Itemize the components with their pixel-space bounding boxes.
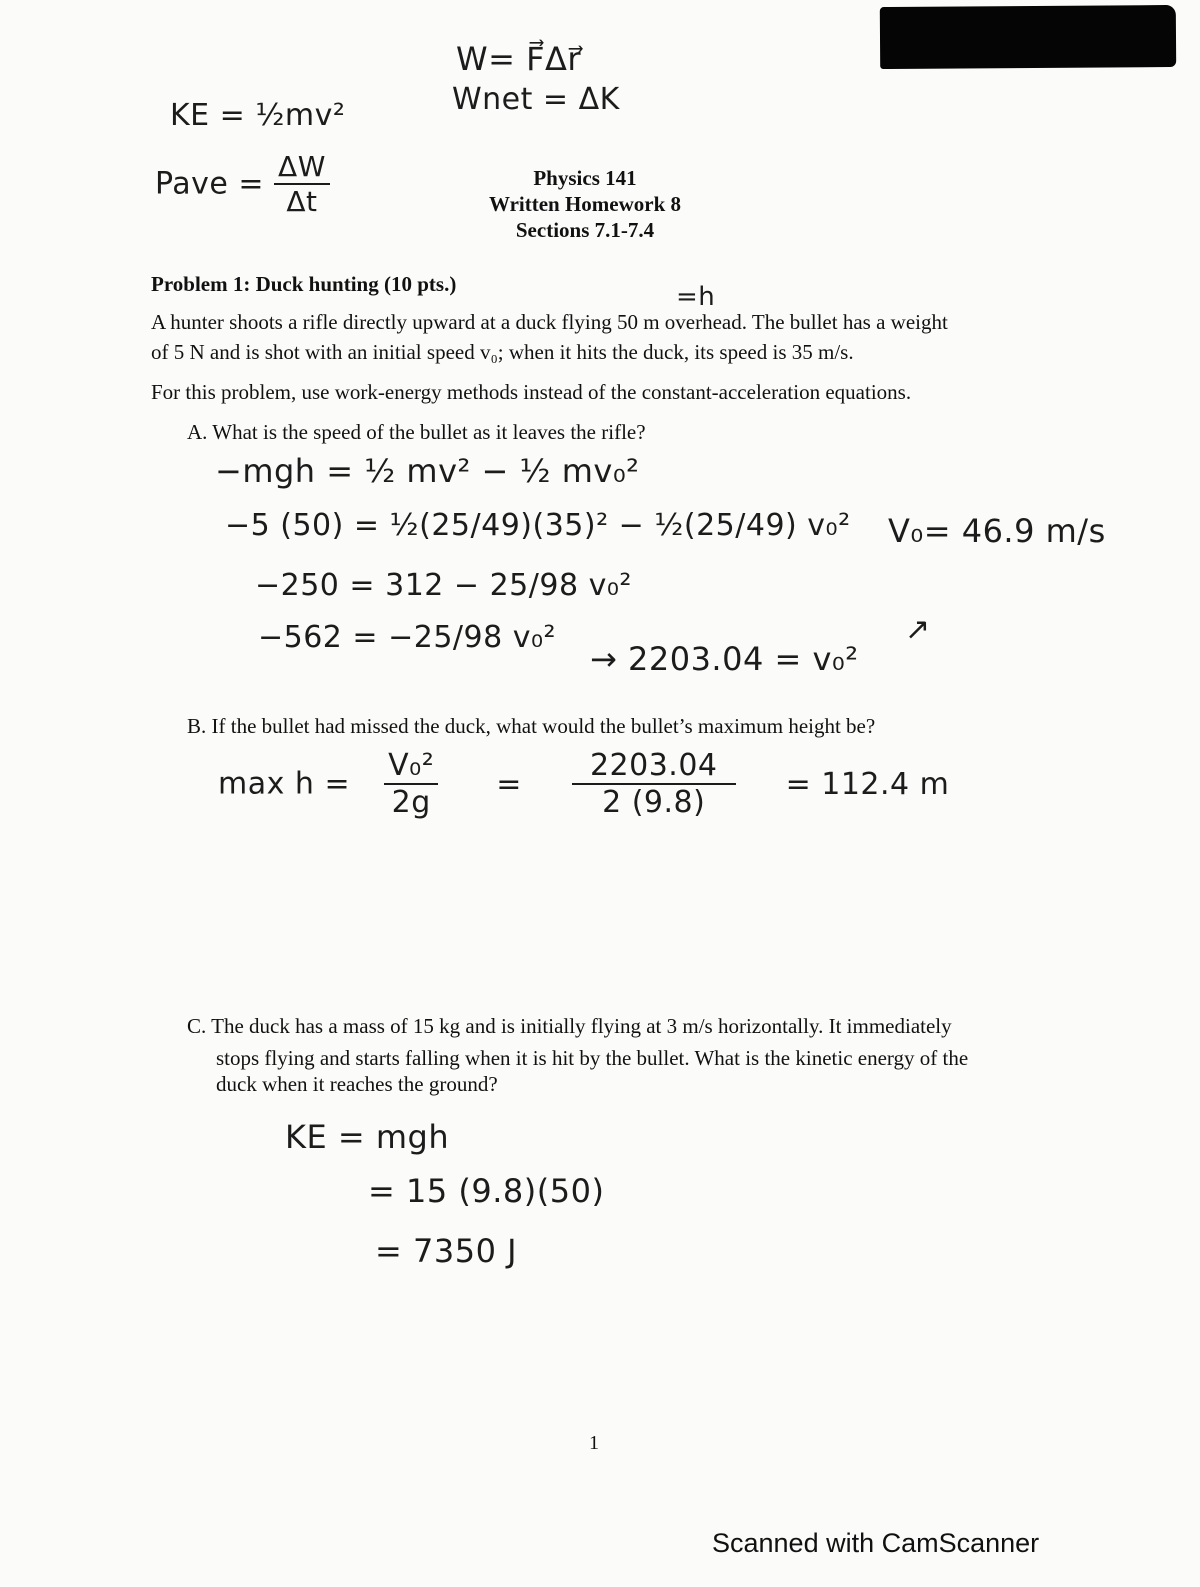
part-b-fraction-1 — [384, 748, 438, 820]
part-b-equals: = — [496, 766, 522, 802]
problem-statement-line1: A hunter shoots a rifle directly upward at a duck flying 50 m overhead. The bullet has a weight — [151, 310, 948, 334]
part-a-work-line1: −mgh = ½ mv² − ½ mv₀² — [215, 452, 640, 490]
part-b-frac1-den: 2g — [391, 785, 431, 820]
part-c-question-line3: duck when it reaches the ground? — [216, 1072, 498, 1096]
problem-title: Problem 1: Duck hunting (10 pts.) — [151, 272, 457, 296]
part-c-question-line2: stops flying and starts falling when it is hit by the bullet. What is the kinetic energy of the — [216, 1046, 969, 1070]
ke-label: KE = — [170, 98, 256, 133]
pave-formula — [155, 150, 330, 218]
part-a-work-line5: → 2203.04 = v₀² — [590, 640, 859, 678]
part-a-work-line2: −5 (50) = ½(25/49)(35)² − ½(25/49) v₀² — [225, 508, 851, 543]
part-a-work-line3: −250 = 312 − 25/98 v₀² — [255, 568, 632, 603]
part-b-frac1-num: V₀² — [384, 748, 438, 785]
annotation-h: =h — [676, 282, 716, 312]
part-b-question: B. If the bullet had missed the duck, what would the bullet’s maximum height be? — [187, 714, 876, 738]
part-c-work-line3: = 7350 J — [375, 1232, 518, 1270]
part-a-work-line4: −562 = −25/98 v₀² — [258, 620, 557, 655]
work-net: Wnet = ΔK — [452, 82, 620, 117]
part-c-work-line2: = 15 (9.8)(50) — [368, 1172, 605, 1210]
pave-numerator: ΔW — [274, 150, 330, 185]
part-b-fraction-2 — [572, 748, 736, 820]
problem-statement-line2: of 5 N and is shot with an initial speed v₀; when it hits the duck, its speed is 35 m/s. — [151, 340, 854, 364]
ke-fraction: ½ — [255, 98, 285, 133]
pave-fraction — [274, 150, 330, 218]
part-b-frac2-num: 2203.04 — [572, 748, 736, 785]
redaction-block — [880, 5, 1176, 69]
ke-rest: mv² — [284, 98, 346, 133]
part-a-question: A. What is the speed of the bullet as it leaves the rifle? — [187, 420, 646, 444]
document-sections: Sections 7.1-7.4 — [515, 218, 655, 242]
page-number: 1 — [589, 1432, 599, 1454]
problem-instruction: For this problem, use work-energy methods instead of the constant-acceleration equations. — [151, 380, 912, 404]
part-b-label: max h = — [218, 766, 351, 802]
scanner-watermark: Scanned with CamScanner — [712, 1528, 1040, 1558]
part-a-answer: V₀= 46.9 m/s — [888, 512, 1106, 550]
work-definition: W= F⃗Δr⃗ — [456, 40, 582, 78]
part-b-work — [218, 748, 949, 820]
document-subtitle: Written Homework 8 — [488, 192, 682, 216]
checkmark-icon: ↗ — [905, 612, 931, 647]
pave-denominator: Δt — [286, 185, 318, 218]
part-b-answer: = 112.4 m — [785, 766, 950, 802]
part-c-question-line1: C. The duck has a mass of 15 kg and is initially flying at 3 m/s horizontally. It immediately — [187, 1014, 952, 1038]
pave-label: Pave = — [155, 166, 275, 202]
document-title: Physics 141 — [533, 166, 637, 190]
part-c-work-line1: KE = mgh — [285, 1118, 450, 1156]
part-b-frac2-den: 2 (9.8) — [602, 785, 706, 820]
ke-formula — [170, 98, 345, 133]
